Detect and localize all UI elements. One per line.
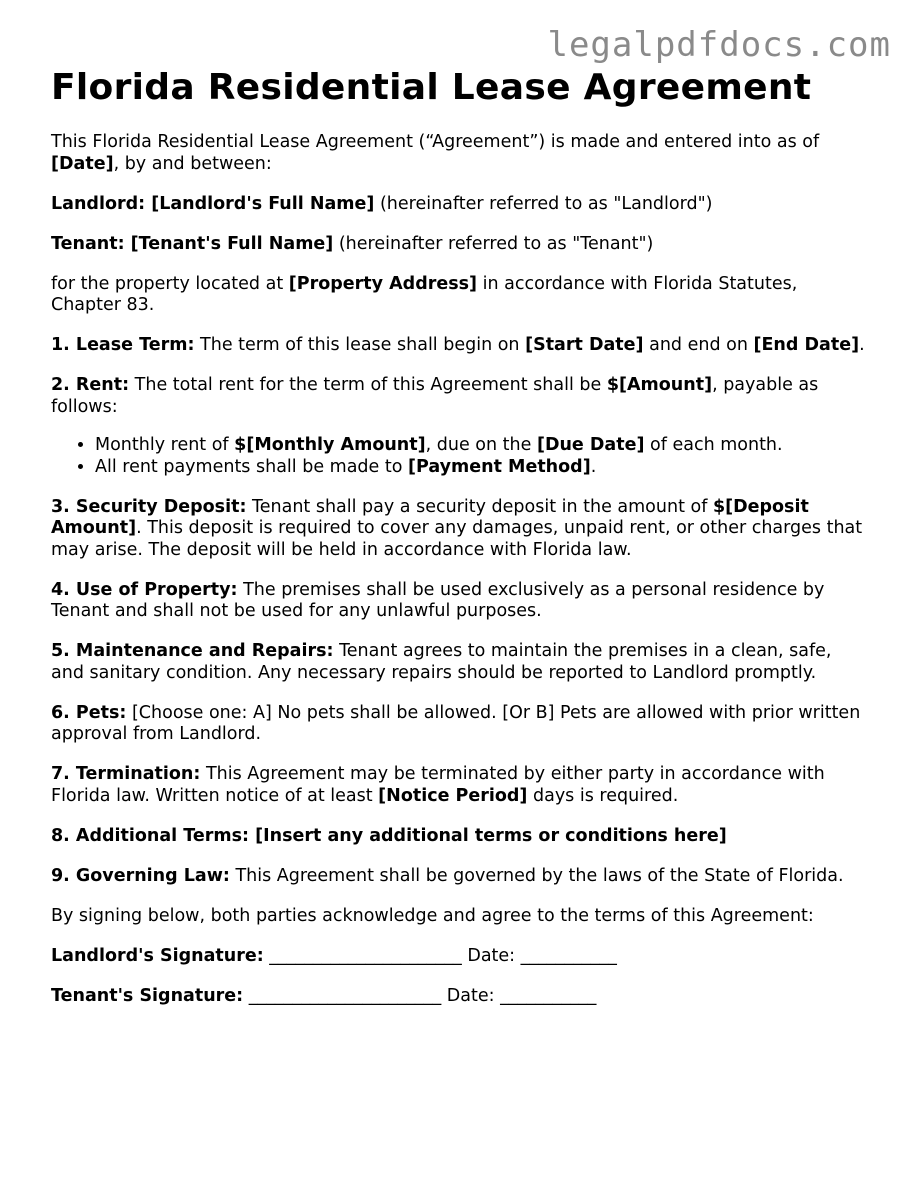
landlord-label: Landlord: [Landlord's Full Name]	[51, 193, 375, 214]
section-text: The term of this lease shall begin on	[194, 335, 526, 355]
date-placeholder: [Date]	[51, 153, 114, 174]
notice-period-placeholder: [Notice Period]	[378, 785, 528, 806]
end-date-placeholder: [End Date]	[753, 335, 860, 355]
section-text: , payable as follows:	[51, 375, 819, 417]
intro-text: This Florida Residential Lease Agreement (“Agreement”) is made and entered into as of	[51, 132, 820, 152]
document-body	[51, 132, 866, 1026]
watermark: legalpdfdocs.com	[547, 25, 891, 65]
section-heading: 3. Security Deposit:	[51, 496, 247, 517]
section-security-deposit	[51, 497, 866, 562]
list-text: Monthly rent of	[95, 435, 235, 455]
section-text: This Agreement shall be governed by the laws of the State of Florida.	[229, 865, 844, 886]
section-heading: 7. Termination:	[51, 764, 201, 784]
monthly-amount-placeholder: $[Monthly Amount]	[234, 435, 426, 455]
intro-text-end: , by and between:	[113, 153, 272, 174]
tenant-suffix: (hereinafter referred to as "Tenant")	[333, 233, 654, 254]
section-pets	[51, 703, 866, 746]
acknowledgement-paragraph: By signing below, both parties acknowledge and agree to the terms of this Agreement:	[51, 905, 814, 926]
section-text: Tenant agrees to maintain the premises in a clean, safe, and sanitary condition. Any necessary repairs should be reported to Landlord promptly.	[51, 641, 832, 683]
section-heading: 5. Maintenance and Repairs:	[51, 641, 334, 661]
section-heading: 6. Pets:	[51, 702, 127, 723]
section-text: The premises shall be used exclusively as a personal residence by Tenant and shall not be used for any unlawful purposes.	[51, 579, 825, 621]
property-paragraph	[51, 274, 866, 317]
section-text: .	[859, 335, 865, 355]
list-text: All rent payments shall be made to	[95, 456, 408, 477]
landlord-signature-label: Landlord's Signature:	[51, 945, 264, 966]
section-heading: 1. Lease Term:	[51, 335, 195, 355]
document-title: Florida Residential Lease Agreement	[51, 67, 812, 108]
section-text: This Agreement may be terminated by either party in accordance with Florida law. Written notice of at least	[51, 764, 825, 806]
section-heading: 2. Rent:	[51, 375, 130, 395]
tenant-signature-label: Tenant's Signature:	[51, 985, 244, 1006]
landlord-signature-line	[51, 946, 866, 968]
landlord-suffix: (hereinafter referred to as "Landlord")	[374, 193, 713, 214]
start-date-placeholder: [Start Date]	[525, 335, 644, 355]
property-address-placeholder: [Property Address]	[288, 273, 478, 294]
deposit-amount-placeholder: $[Deposit Amount]	[51, 496, 809, 538]
intro-paragraph	[51, 132, 866, 175]
section-additional-terms	[51, 826, 866, 848]
section-lease-term	[51, 335, 866, 357]
section-use-of-property	[51, 580, 866, 623]
section-text: and end on	[643, 335, 754, 355]
list-text: , due on the	[425, 435, 537, 455]
signature-blank: ______________________ Date: ___________	[243, 985, 597, 1006]
section-text: The total rent for the term of this Agreement shall be	[129, 375, 607, 395]
section-text: [Choose one: A] No pets shall be allowed. [Or B] Pets are allowed with prior written approval from Landlord.	[51, 702, 861, 744]
landlord-paragraph	[51, 194, 866, 216]
section-heading: 8. Additional Terms: [Insert any additional terms or conditions here]	[51, 825, 727, 846]
section-text: days is required.	[527, 785, 679, 806]
property-text-end: in accordance with Florida Statutes, Chapter 83.	[51, 273, 798, 315]
section-heading: 9. Governing Law:	[51, 865, 230, 886]
payment-method-placeholder: [Payment Method]	[407, 456, 591, 477]
section-heading: 4. Use of Property:	[51, 579, 238, 600]
section-governing-law	[51, 866, 866, 888]
section-rent	[51, 375, 866, 418]
property-text: for the property located at	[51, 273, 289, 294]
section-text: . This deposit is required to cover any damages, unpaid rent, or other charges that may arise. The deposit will be held in accordance with Florida law.	[51, 518, 863, 560]
tenant-label: Tenant: [Tenant's Full Name]	[51, 233, 334, 254]
section-maintenance	[51, 641, 866, 684]
tenant-paragraph	[51, 234, 866, 256]
list-item	[95, 435, 866, 457]
section-text: Tenant shall pay a security deposit in the amount of	[246, 496, 713, 517]
amount-placeholder: $[Amount]	[606, 375, 713, 395]
section-termination	[51, 764, 866, 807]
list-text: .	[590, 456, 597, 477]
rent-list	[51, 435, 866, 478]
tenant-signature-line	[51, 986, 866, 1008]
list-text: of each month.	[644, 435, 783, 455]
list-item	[95, 457, 866, 479]
due-date-placeholder: [Due Date]	[536, 435, 645, 455]
signature-blank: ______________________ Date: ___________	[263, 945, 617, 966]
